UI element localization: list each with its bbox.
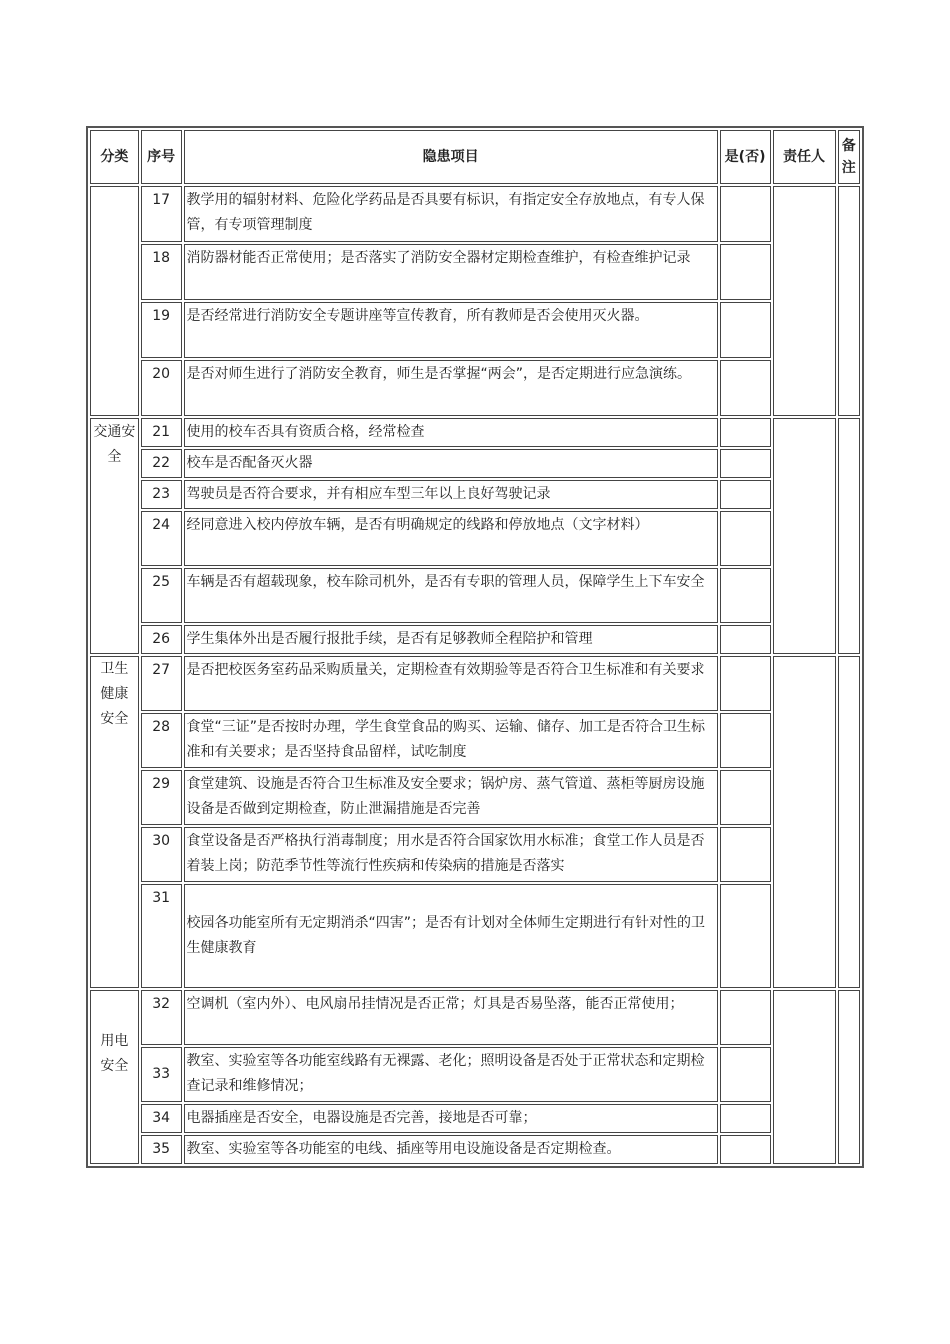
- row-number: 35: [141, 1135, 182, 1164]
- table-row: [90, 770, 860, 825]
- remark-cell[interactable]: [838, 418, 860, 654]
- table-row: [90, 244, 860, 300]
- table-row: [90, 302, 860, 358]
- table-row: [90, 418, 860, 447]
- row-number: 31: [141, 884, 182, 988]
- row-item: 经同意进入校内停放车辆，是否有明确规定的线路和停放地点（文字材料）: [184, 511, 718, 566]
- hazard-inspection-table: [86, 126, 864, 1168]
- header-responsible: 责任人: [773, 130, 836, 184]
- yes-no-cell[interactable]: [720, 625, 771, 654]
- yes-no-cell[interactable]: [720, 480, 771, 509]
- row-item: 校园各功能室所有无定期消杀“四害”；是否有计划对全体师生定期进行有针对性的卫生健康教育: [184, 884, 718, 988]
- row-item: 消防器材能否正常使用；是否落实了消防安全器材定期检查维护，有检查维护记录: [184, 244, 718, 300]
- row-number: 27: [141, 656, 182, 711]
- table-row: [90, 480, 860, 509]
- table-row: [90, 360, 860, 416]
- row-item: 校车是否配备灭火器: [184, 449, 718, 478]
- row-number: 24: [141, 511, 182, 566]
- row-item: 教室、实验室等各功能室的电线、插座等用电设施设备是否定期检查。: [184, 1135, 718, 1164]
- header-row: [90, 130, 860, 184]
- header-number: 序号: [141, 130, 182, 184]
- remark-cell[interactable]: [838, 186, 860, 416]
- row-item: 驾驶员是否符合要求，并有相应车型三年以上良好驾驶记录: [184, 480, 718, 509]
- row-number: 20: [141, 360, 182, 416]
- yes-no-cell[interactable]: [720, 418, 771, 447]
- table-row: [90, 568, 860, 623]
- header-category: 分类: [90, 130, 139, 184]
- row-item: 是否对师生进行了消防安全教育，师生是否掌握“两会”，是否定期进行应急演练。: [184, 360, 718, 416]
- header-item: 隐患项目: [184, 130, 718, 184]
- yes-no-cell[interactable]: [720, 511, 771, 566]
- row-number: 26: [141, 625, 182, 654]
- yes-no-cell[interactable]: [720, 449, 771, 478]
- row-number: 22: [141, 449, 182, 478]
- yes-no-cell[interactable]: [720, 1104, 771, 1133]
- row-item: 教室、实验室等各功能室线路有无裸露、老化；照明设备是否处于正常状态和定期检查记录和维修情况；: [184, 1047, 718, 1102]
- row-item: 是否把校医务室药品采购质量关，定期检查有效期验等是否符合卫生标准和有关要求: [184, 656, 718, 711]
- responsible-cell[interactable]: [773, 418, 836, 654]
- row-number: 33: [141, 1047, 182, 1102]
- category-traffic: 交通安全: [90, 418, 139, 654]
- yes-no-cell[interactable]: [720, 884, 771, 988]
- table-row: [90, 990, 860, 1045]
- yes-no-cell[interactable]: [720, 244, 771, 300]
- header-remark: 备注: [838, 130, 860, 184]
- yes-no-cell[interactable]: [720, 770, 771, 825]
- category-electric: 用电安全: [90, 990, 139, 1164]
- table-row: [90, 884, 860, 988]
- row-number: 30: [141, 827, 182, 882]
- category-health: 卫生健康安全: [90, 656, 139, 988]
- row-number: 25: [141, 568, 182, 623]
- row-number: 19: [141, 302, 182, 358]
- yes-no-cell[interactable]: [720, 990, 771, 1045]
- row-item: 学生集体外出是否履行报批手续，是否有足够教师全程陪护和管理: [184, 625, 718, 654]
- row-item: 使用的校车否具有资质合格，经常检查: [184, 418, 718, 447]
- row-number: 17: [141, 186, 182, 242]
- row-number: 28: [141, 713, 182, 768]
- yes-no-cell[interactable]: [720, 713, 771, 768]
- responsible-cell[interactable]: [773, 990, 836, 1164]
- row-item: 教学用的辐射材料、危险化学药品是否具要有标识，有指定安全存放地点，有专人保管，有专项管理制度: [184, 186, 718, 242]
- row-item: 空调机（室内外）、电风扇吊挂情况是否正常；灯具是否易坠落，能否正常使用；: [184, 990, 718, 1045]
- yes-no-cell[interactable]: [720, 302, 771, 358]
- row-number: 21: [141, 418, 182, 447]
- row-item: 食堂设备是否严格执行消毒制度；用水是否符合国家饮用水标准；食堂工作人员是否着装上岗；防范季节性等流行性疾病和传染病的措施是否落实: [184, 827, 718, 882]
- row-item: 电器插座是否安全，电器设施是否完善，接地是否可靠；: [184, 1104, 718, 1133]
- row-number: 29: [141, 770, 182, 825]
- table-row: [90, 713, 860, 768]
- responsible-cell[interactable]: [773, 656, 836, 988]
- table-row: [90, 449, 860, 478]
- row-number: 23: [141, 480, 182, 509]
- yes-no-cell[interactable]: [720, 827, 771, 882]
- row-number: 32: [141, 990, 182, 1045]
- yes-no-cell[interactable]: [720, 1047, 771, 1102]
- table-row: [90, 625, 860, 654]
- table-row: [90, 186, 860, 242]
- table-row: [90, 1047, 860, 1102]
- yes-no-cell[interactable]: [720, 186, 771, 242]
- row-number: 34: [141, 1104, 182, 1133]
- row-item: 食堂建筑、设施是否符合卫生标准及安全要求；锅炉房、蒸气管道、蒸柜等厨房设施设备是否做到定期检查，防止泄漏措施是否完善: [184, 770, 718, 825]
- header-yes-no: 是(否): [720, 130, 771, 184]
- row-item: 食堂“三证”是否按时办理，学生食堂食品的购买、运输、储存、加工是否符合卫生标准和有关要求；是否坚持食品留样，试吃制度: [184, 713, 718, 768]
- row-item: 车辆是否有超载现象，校车除司机外，是否有专职的管理人员，保障学生上下车安全: [184, 568, 718, 623]
- remark-cell[interactable]: [838, 656, 860, 988]
- row-number: 18: [141, 244, 182, 300]
- row-item: 是否经常进行消防安全专题讲座等宣传教育，所有教师是否会使用灭火器。: [184, 302, 718, 358]
- responsible-cell[interactable]: [773, 186, 836, 416]
- yes-no-cell[interactable]: [720, 1135, 771, 1164]
- category-cell-blank: [90, 186, 139, 416]
- remark-cell[interactable]: [838, 990, 860, 1164]
- yes-no-cell[interactable]: [720, 360, 771, 416]
- table-row: [90, 1104, 860, 1133]
- yes-no-cell[interactable]: [720, 568, 771, 623]
- table-row: [90, 511, 860, 566]
- table-row: [90, 656, 860, 711]
- table-row: [90, 827, 860, 882]
- yes-no-cell[interactable]: [720, 656, 771, 711]
- table-row: [90, 1135, 860, 1164]
